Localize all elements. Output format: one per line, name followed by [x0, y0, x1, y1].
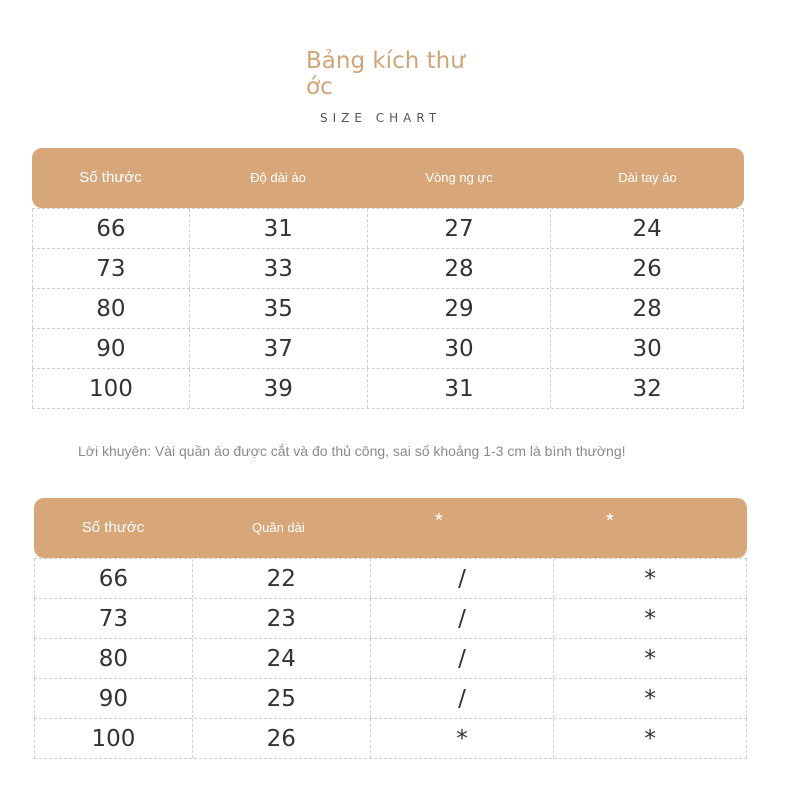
table-row [34, 719, 747, 759]
table-header [32, 148, 744, 208]
cell-pants-length: 24 [192, 639, 370, 678]
table-row [34, 599, 747, 639]
cell-pants-length: 25 [192, 679, 370, 718]
table-row [34, 558, 747, 599]
cell-size: 90 [34, 679, 192, 718]
page-title-block [306, 48, 481, 100]
table-row [34, 679, 747, 719]
cell-size: 66 [34, 559, 192, 598]
header-size: Số thước [79, 169, 142, 186]
header-sleeve: Dài tay áo [618, 170, 677, 185]
table-row [34, 639, 747, 679]
table-body [34, 558, 747, 759]
table-body [32, 208, 744, 409]
size-table-bottom [34, 498, 747, 759]
table-header [34, 498, 747, 558]
advice-note: Lời khuyên: Vài quần áo được cắt và đo thủ công, sai số khoảng 1-3 cm là bình thường! [78, 443, 626, 459]
cell-col4: * [553, 639, 747, 678]
table-row [32, 369, 744, 409]
cell-size: 73 [34, 599, 192, 638]
cell-length: 39 [189, 369, 367, 408]
cell-size: 80 [34, 639, 192, 678]
cell-col4: * [553, 559, 747, 598]
cell-sleeve: 30 [550, 329, 744, 368]
cell-col4: * [553, 719, 747, 758]
cell-col3: / [370, 599, 554, 638]
cell-chest: 31 [367, 369, 551, 408]
size-table-top [32, 148, 744, 409]
cell-length: 33 [189, 249, 367, 288]
cell-sleeve: 32 [550, 369, 744, 408]
page-subtitle: SIZE CHART [320, 111, 442, 125]
header-blank-2: * [606, 510, 614, 532]
cell-col4: * [553, 679, 747, 718]
cell-chest: 27 [367, 209, 551, 248]
header-chest: Vòng ng ực [425, 170, 493, 185]
cell-length: 35 [189, 289, 367, 328]
cell-pants-length: 22 [192, 559, 370, 598]
cell-chest: 29 [367, 289, 551, 328]
cell-chest: 28 [367, 249, 551, 288]
table-row [32, 329, 744, 369]
cell-col3: / [370, 639, 554, 678]
cell-size: 100 [34, 719, 192, 758]
cell-length: 37 [189, 329, 367, 368]
cell-col3: / [370, 679, 554, 718]
cell-sleeve: 24 [550, 209, 744, 248]
table-row [32, 249, 744, 289]
cell-col4: * [553, 599, 747, 638]
cell-size: 66 [32, 209, 189, 248]
cell-length: 31 [189, 209, 367, 248]
cell-size: 73 [32, 249, 189, 288]
header-length: Độ dài áo [250, 170, 306, 185]
cell-col3: * [370, 719, 554, 758]
cell-pants-length: 23 [192, 599, 370, 638]
cell-sleeve: 28 [550, 289, 744, 328]
table-row [32, 289, 744, 329]
table-row [32, 208, 744, 249]
header-size: Số thước [81, 519, 145, 536]
cell-size: 90 [32, 329, 189, 368]
cell-sleeve: 26 [550, 249, 744, 288]
header-pants-length: Quần dài [252, 520, 305, 535]
cell-chest: 30 [367, 329, 551, 368]
cell-size: 80 [32, 289, 189, 328]
cell-size: 100 [32, 369, 189, 408]
cell-pants-length: 26 [192, 719, 370, 758]
header-blank-1: * [435, 510, 443, 532]
page-title: Bảng kích thư ớc [306, 48, 465, 100]
cell-col3: / [370, 559, 554, 598]
